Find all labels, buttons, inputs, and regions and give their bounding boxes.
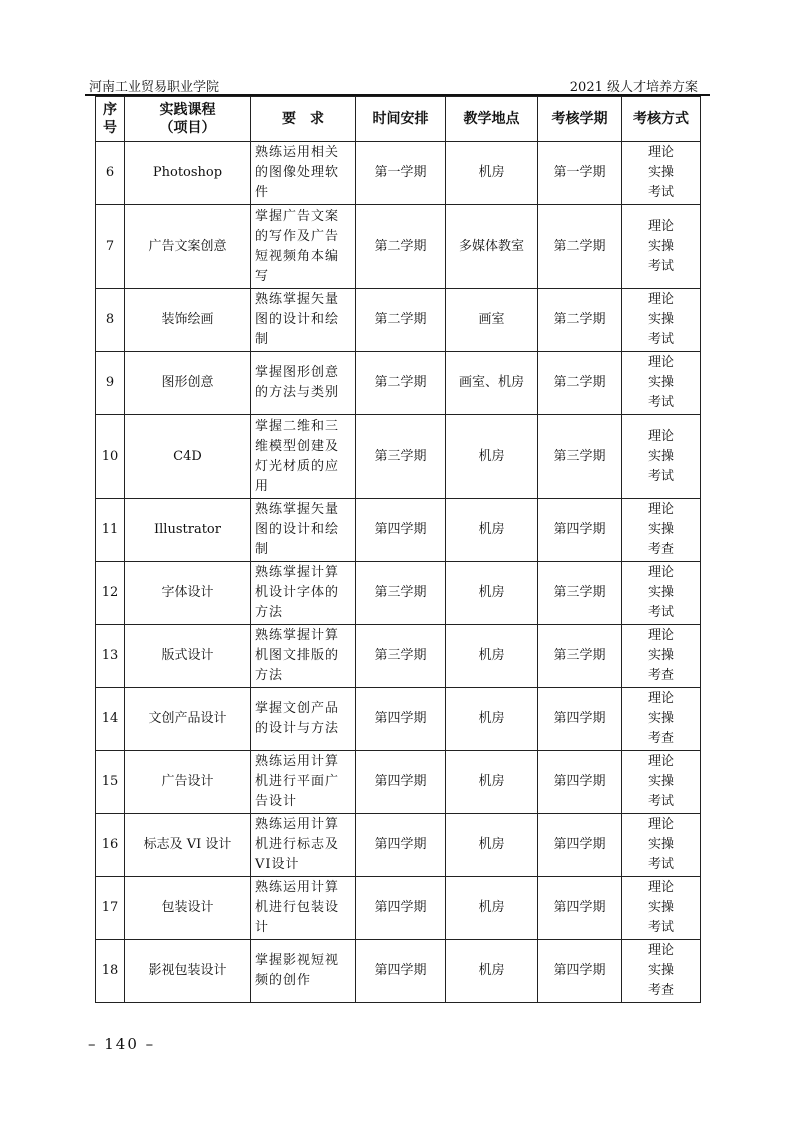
- row-number: 9: [96, 352, 125, 415]
- assessment-term: 第四学期: [538, 688, 622, 751]
- teaching-place: 机房: [446, 499, 538, 562]
- assessment-term: 第四学期: [538, 814, 622, 877]
- assessment-term: 第一学期: [538, 142, 622, 205]
- row-number: 15: [96, 751, 125, 814]
- table-row: [96, 352, 701, 415]
- time-arrangement: 第二学期: [356, 352, 446, 415]
- time-arrangement: 第三学期: [356, 625, 446, 688]
- table-row: [96, 562, 701, 625]
- course-requirement: 熟练掌握矢量图的设计和绘制: [251, 499, 356, 562]
- time-arrangement: 第四学期: [356, 940, 446, 1003]
- assessment-method: 理论 实操 考试: [622, 814, 701, 877]
- course-requirement: 熟练运用计算机进行标志及VI设计: [251, 814, 356, 877]
- assessment-term: 第三学期: [538, 415, 622, 499]
- course-requirement: 熟练运用计算机进行平面广告设计: [251, 751, 356, 814]
- time-arrangement: 第四学期: [356, 877, 446, 940]
- table-row: [96, 142, 701, 205]
- course-requirement: 掌握广告文案的写作及广告短视频角本编写: [251, 205, 356, 289]
- teaching-place: 机房: [446, 877, 538, 940]
- teaching-place: 机房: [446, 940, 538, 1003]
- time-arrangement: 第四学期: [356, 688, 446, 751]
- assessment-method: 理论 实操 考试: [622, 289, 701, 352]
- teaching-place: 机房: [446, 688, 538, 751]
- row-number: 17: [96, 877, 125, 940]
- teaching-place: 画室、机房: [446, 352, 538, 415]
- course-name: 字体设计: [125, 562, 251, 625]
- teaching-place: 机房: [446, 142, 538, 205]
- course-name: 广告文案创意: [125, 205, 251, 289]
- page-header: [85, 74, 710, 94]
- practice-course-table: [95, 96, 701, 1003]
- time-arrangement: 第三学期: [356, 415, 446, 499]
- course-name: 文创产品设计: [125, 688, 251, 751]
- table-row: [96, 625, 701, 688]
- row-number: 16: [96, 814, 125, 877]
- time-arrangement: 第二学期: [356, 205, 446, 289]
- teaching-place: 机房: [446, 751, 538, 814]
- teaching-place: 画室: [446, 289, 538, 352]
- course-name: C4D: [125, 415, 251, 499]
- course-name: 装饰绘画: [125, 289, 251, 352]
- course-name: 影视包装设计: [125, 940, 251, 1003]
- course-name: Illustrator: [125, 499, 251, 562]
- table-row: [96, 877, 701, 940]
- header-no: 序 号: [96, 97, 125, 142]
- time-arrangement: 第四学期: [356, 814, 446, 877]
- assessment-term: 第三学期: [538, 625, 622, 688]
- course-requirement: 熟练运用计算机进行包装设计: [251, 877, 356, 940]
- assessment-term: 第三学期: [538, 562, 622, 625]
- row-number: 6: [96, 142, 125, 205]
- assessment-method: 理论 实操 考试: [622, 352, 701, 415]
- teaching-place: 多媒体教室: [446, 205, 538, 289]
- row-number: 14: [96, 688, 125, 751]
- table-row: [96, 499, 701, 562]
- assessment-method: 理论 实操 考查: [622, 499, 701, 562]
- course-name: 版式设计: [125, 625, 251, 688]
- header-time: 时间安排: [356, 97, 446, 142]
- row-number: 8: [96, 289, 125, 352]
- row-number: 12: [96, 562, 125, 625]
- teaching-place: 机房: [446, 625, 538, 688]
- assessment-method: 理论 实操 考试: [622, 562, 701, 625]
- table-row: [96, 415, 701, 499]
- header-requirement: 要 求: [251, 97, 356, 142]
- assessment-method: 理论 实操 考查: [622, 625, 701, 688]
- course-name: 标志及 VI 设计: [125, 814, 251, 877]
- assessment-term: 第四学期: [538, 940, 622, 1003]
- row-number: 11: [96, 499, 125, 562]
- teaching-place: 机房: [446, 562, 538, 625]
- page-number: – 140 –: [88, 1035, 156, 1053]
- assessment-method: 理论 实操 考查: [622, 688, 701, 751]
- row-number: 13: [96, 625, 125, 688]
- table-row: [96, 688, 701, 751]
- course-requirement: 掌握影视短视频的创作: [251, 940, 356, 1003]
- course-name: 包装设计: [125, 877, 251, 940]
- assessment-method: 理论 实操 考试: [622, 205, 701, 289]
- course-requirement: 熟练掌握计算机图文排版的方法: [251, 625, 356, 688]
- teaching-place: 机房: [446, 814, 538, 877]
- row-number: 18: [96, 940, 125, 1003]
- assessment-term: 第二学期: [538, 205, 622, 289]
- course-requirement: 熟练掌握计算机设计字体的方法: [251, 562, 356, 625]
- header-course: 实践课程 （项目）: [125, 97, 251, 142]
- assessment-term: 第二学期: [538, 352, 622, 415]
- assessment-method: 理论 实操 考试: [622, 877, 701, 940]
- course-requirement: 熟练运用相关的图像处理软件: [251, 142, 356, 205]
- course-name: Photoshop: [125, 142, 251, 205]
- teaching-place: 机房: [446, 415, 538, 499]
- course-name: 广告设计: [125, 751, 251, 814]
- course-requirement: 掌握文创产品的设计与方法: [251, 688, 356, 751]
- table-row: [96, 289, 701, 352]
- time-arrangement: 第四学期: [356, 751, 446, 814]
- course-requirement: 熟练掌握矢量图的设计和绘制: [251, 289, 356, 352]
- assessment-method: 理论 实操 考查: [622, 940, 701, 1003]
- time-arrangement: 第二学期: [356, 289, 446, 352]
- header-place: 教学地点: [446, 97, 538, 142]
- course-name: 图形创意: [125, 352, 251, 415]
- table-row: [96, 814, 701, 877]
- assessment-method: 理论 实操 考试: [622, 751, 701, 814]
- header-school-name: 河南工业贸易职业学院: [89, 80, 220, 95]
- assessment-term: 第二学期: [538, 289, 622, 352]
- assessment-term: 第四学期: [538, 751, 622, 814]
- table-header-row: [96, 97, 701, 142]
- time-arrangement: 第一学期: [356, 142, 446, 205]
- time-arrangement: 第三学期: [356, 562, 446, 625]
- row-number: 10: [96, 415, 125, 499]
- header-term: 考核学期: [538, 97, 622, 142]
- assessment-method: 理论 实操 考试: [622, 415, 701, 499]
- assessment-term: 第四学期: [538, 877, 622, 940]
- assessment-method: 理论 实操 考试: [622, 142, 701, 205]
- row-number: 7: [96, 205, 125, 289]
- assessment-term: 第四学期: [538, 499, 622, 562]
- course-requirement: 掌握图形创意的方法与类别: [251, 352, 356, 415]
- time-arrangement: 第四学期: [356, 499, 446, 562]
- table-row: [96, 940, 701, 1003]
- header-method: 考核方式: [622, 97, 701, 142]
- table-row: [96, 205, 701, 289]
- course-requirement: 掌握二维和三维模型创建及灯光材质的应用: [251, 415, 356, 499]
- table-row: [96, 751, 701, 814]
- header-doc-title: 2021 级人才培养方案: [569, 80, 698, 95]
